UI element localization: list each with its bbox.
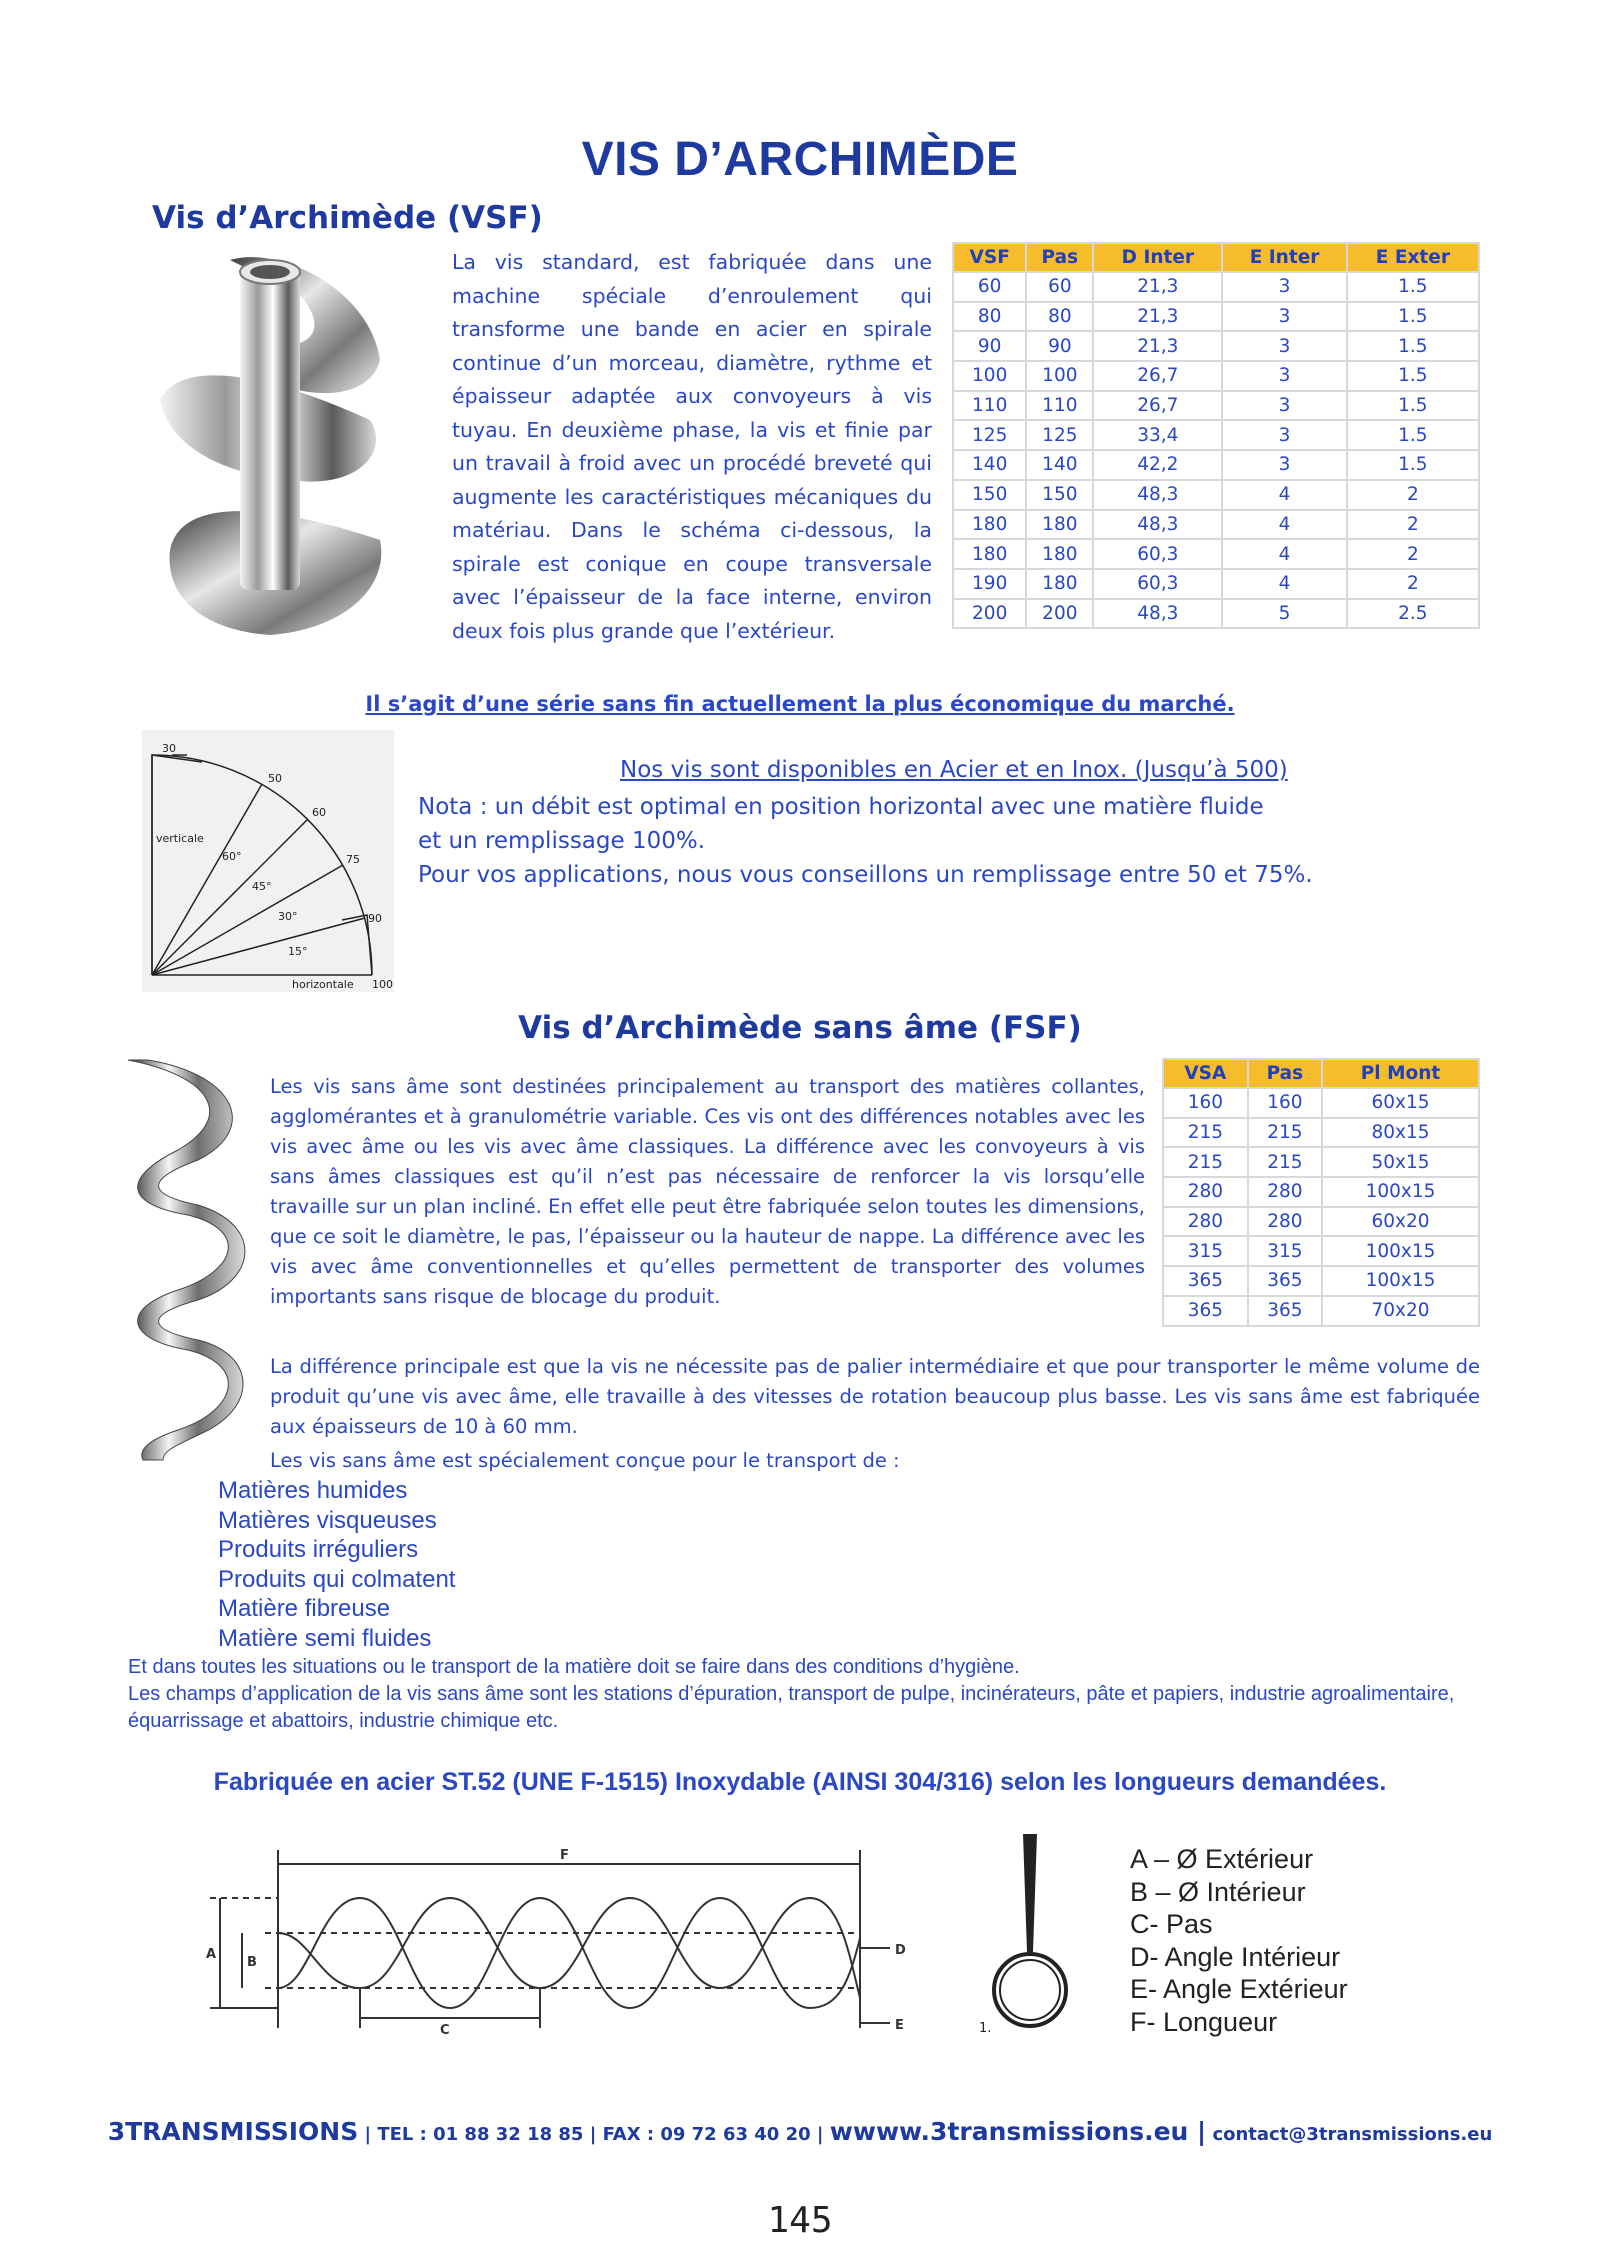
list-item: Produits irréguliers (218, 1536, 419, 1564)
table-cell: 60x15 (1322, 1088, 1479, 1118)
table-row (953, 480, 1479, 510)
table-cell: 21,3 (1093, 302, 1222, 332)
availability-text: Nos vis sont disponibles en Acier et en Inox. (Jusqu’à 500) (620, 757, 1288, 783)
table-cell: 280 (1163, 1207, 1248, 1237)
column-header: E Inter (1222, 243, 1346, 272)
table-cell: 1.5 (1347, 331, 1479, 361)
column-header: Pas (1248, 1059, 1322, 1088)
table-row (953, 539, 1479, 569)
table-row (1163, 1236, 1479, 1266)
table-cell: 21,3 (1093, 272, 1222, 302)
table-cell: 80 (1026, 302, 1093, 332)
table-cell: 26,7 (1093, 391, 1222, 421)
table-cell: 100 (953, 361, 1026, 391)
angle-label: 15° (288, 945, 308, 958)
table-cell: 4 (1222, 539, 1346, 569)
nota-line: Nota : un débit est optimal en position horizontal avec une matière fluide (418, 794, 1264, 820)
table-cell: 5 (1222, 599, 1346, 629)
fill-angle-diagram (142, 730, 394, 992)
legend-item: D- Angle Intérieur (1130, 1941, 1341, 1972)
legend-item: B – Ø Intérieur (1130, 1876, 1306, 1907)
angle-label: 45° (252, 880, 272, 893)
table-cell: 200 (953, 599, 1026, 629)
footer-website[interactable]: wwww.3transmissions.eu | (829, 2117, 1207, 2146)
cross-section-drawing (975, 1832, 1085, 2042)
angle-label: 30° (278, 910, 298, 923)
scale-label: 50 (268, 772, 282, 785)
fsf-table (1162, 1058, 1480, 1327)
table-row (953, 569, 1479, 599)
column-header: E Exter (1347, 243, 1479, 272)
table-cell: 280 (1163, 1177, 1248, 1207)
list-item: Matières visqueuses (218, 1506, 437, 1534)
table-cell: 48,3 (1093, 480, 1222, 510)
table-cell: 125 (1026, 420, 1093, 450)
table-cell: 90 (953, 331, 1026, 361)
list-item: Matières humides (218, 1477, 408, 1504)
fsf-list-intro: Les vis sans âme est spécialement conçue pour le transport de : (270, 1449, 900, 1472)
table-cell: 280 (1248, 1177, 1322, 1207)
table-cell: 50x15 (1322, 1147, 1479, 1177)
table-cell: 3 (1222, 302, 1346, 332)
table-cell: 140 (953, 450, 1026, 480)
column-header: Pl Mont (1322, 1059, 1479, 1088)
list-item: Produits qui colmatent (218, 1565, 456, 1593)
applications-text: Les champs d’application de la vis sans âme sont les stations d’épuration, transport de pulpe, incinérateurs, pâte et papiers, industrie agroalimentaire, équarrissage et abattoirs, industrie chimique etc. (128, 1683, 1455, 1732)
legend-item: F- Longueur (1130, 2006, 1278, 2037)
scale-label: 100 (372, 978, 393, 991)
table-cell: 1.5 (1347, 361, 1479, 391)
nota-block (418, 790, 1578, 892)
fsf-heading: Vis d’Archimède sans âme (FSF) (518, 1010, 1082, 1046)
table-cell: 365 (1163, 1266, 1248, 1296)
table-cell: 215 (1163, 1147, 1248, 1177)
table-cell: 215 (1248, 1147, 1322, 1177)
company-name: 3TRANSMISSIONS (107, 2117, 359, 2146)
table-row (953, 420, 1479, 450)
dim-label-a: A (206, 1947, 217, 1962)
fsf-spiral-image (118, 1055, 248, 1465)
table-cell: 60,3 (1093, 569, 1222, 599)
scale-label: 75 (346, 853, 360, 866)
table-cell: 80x15 (1322, 1118, 1479, 1148)
table-cell: 2 (1347, 539, 1479, 569)
column-header: VSF (953, 243, 1026, 272)
table-cell: 60x20 (1322, 1207, 1479, 1237)
table-cell: 80 (953, 302, 1026, 332)
table-cell: 2 (1347, 510, 1479, 540)
column-header: VSA (1163, 1059, 1248, 1088)
table-cell: 4 (1222, 510, 1346, 540)
table-row (1163, 1088, 1479, 1118)
table-row (1163, 1207, 1479, 1237)
table-cell: 21,3 (1093, 331, 1222, 361)
table-cell: 1.5 (1347, 391, 1479, 421)
hygiene-text: Et dans toutes les situations ou le transport de la matière doit se faire dans des conditions d’hygiène. (128, 1656, 1020, 1678)
table-cell: 100x15 (1322, 1266, 1479, 1296)
footer-tel: | TEL : 01 88 32 18 85 | (364, 2124, 597, 2145)
table-row (1163, 1266, 1479, 1296)
table-row (1163, 1118, 1479, 1148)
vsf-description: La vis standard, est fabriquée dans une machine spéciale d’enroulement qui transforme une bande en acier en spirale continue d’un morceau, diamètre, rythme et épaisseur adaptée aux convoyeurs à vis tuyau. En deuxième phase, la vis et finie par un travail à froid avec un procédé breveté qui augmente les caractéristiques mécaniques du matériau. Dans le schéma ci-dessous, la spirale est conique en coupe transversale avec l’épaisseur de la face interne, environ deux fois plus grande que l’extérieur. (452, 250, 932, 643)
table-cell: 3 (1222, 391, 1346, 421)
table-cell: 90 (1026, 331, 1093, 361)
table-cell: 48,3 (1093, 599, 1222, 629)
footer-contact (0, 2117, 1600, 2146)
horizontal-label: horizontale (292, 978, 354, 991)
table-cell: 200 (1026, 599, 1093, 629)
table-row (1163, 1177, 1479, 1207)
table-cell: 125 (953, 420, 1026, 450)
scale-label: 30 (162, 742, 176, 755)
table-cell: 1.5 (1347, 302, 1479, 332)
table-cell: 315 (1163, 1236, 1248, 1266)
nota-line: et un remplissage 100%. (418, 828, 706, 854)
table-cell: 1.5 (1347, 420, 1479, 450)
footer-email[interactable]: contact@3transmissions.eu (1212, 2124, 1493, 2145)
dimension-legend (1130, 1843, 1348, 2038)
table-cell: 315 (1248, 1236, 1322, 1266)
table-cell: 3 (1222, 361, 1346, 391)
angle-label: 60° (222, 850, 242, 863)
table-row (953, 450, 1479, 480)
nota-line: Pour vos applications, nous vous conseillons un remplissage entre 50 et 75%. (418, 862, 1313, 888)
table-cell: 1.5 (1347, 272, 1479, 302)
material-statement: Fabriquée en acier ST.52 (UNE F-1515) Inoxydable (AINSI 304/316) selon les longueurs demandées. (213, 1768, 1387, 1796)
table-cell: 365 (1248, 1266, 1322, 1296)
vsf-screw-image (140, 250, 400, 645)
fsf-description: Les vis sans âme sont destinées principalement au transport des matières collantes, agglomérantes et à granulométrie variable. Ces vis ont des différences notables avec les vis avec âme ou les vis avec âme classiques. La différence avec les convoyeurs à vis sans âmes classiques est qu’il n’est pas nécessaire de renforcer la vis lorsqu’elle travaille sur un plan incliné. En effet elle peut être fabriquée selon toutes les dimensions, que ce soit le diamètre, le pas, l’épaisseur ou la hauteur de nappe. La différence avec les vis avec âme conventionnelles et qu’elles permettent de transporter des volumes importants sans risque de blocage du produit. (270, 1075, 1145, 1308)
table-cell: 180 (1026, 510, 1093, 540)
dim-label-e: E (895, 2018, 904, 2033)
dim-label-d: D (895, 1943, 906, 1958)
table-cell: 2.5 (1347, 599, 1479, 629)
dim-label-c: C (440, 2023, 450, 2038)
scale-label: 90 (368, 912, 382, 925)
vsf-heading: Vis d’Archimède (VSF) (152, 200, 543, 236)
table-cell: 3 (1222, 331, 1346, 361)
table-cell: 190 (953, 569, 1026, 599)
table-cell: 42,2 (1093, 450, 1222, 480)
dim-label-b: B (247, 1955, 257, 1970)
table-cell: 60,3 (1093, 539, 1222, 569)
page-number: 145 (767, 2200, 833, 2241)
table-cell: 70x20 (1322, 1296, 1479, 1326)
list-item: Matière fibreuse (218, 1595, 391, 1623)
table-row (953, 302, 1479, 332)
table-cell: 100x15 (1322, 1236, 1479, 1266)
footer-fax: FAX : 09 72 63 40 20 | (602, 2124, 824, 2145)
table-cell: 180 (1026, 539, 1093, 569)
table-cell: 180 (1026, 569, 1093, 599)
table-row (1163, 1296, 1479, 1326)
legend-item: C- Pas (1130, 1909, 1213, 1939)
table-cell: 180 (953, 539, 1026, 569)
table-row (953, 510, 1479, 540)
table-cell: 3 (1222, 450, 1346, 480)
column-header: D Inter (1093, 243, 1222, 272)
table-cell: 48,3 (1093, 510, 1222, 540)
series-statement: Il s’agit d’une série sans fin actuellement la plus économique du marché. (365, 692, 1235, 716)
table-cell: 1.5 (1347, 450, 1479, 480)
table-cell: 2 (1347, 569, 1479, 599)
table-cell: 60 (1026, 272, 1093, 302)
column-header: Pas (1026, 243, 1093, 272)
vertical-label: verticale (156, 832, 204, 845)
table-cell: 150 (1026, 480, 1093, 510)
table-cell: 215 (1248, 1118, 1322, 1148)
dim-label-f: F (560, 1848, 569, 1863)
table-cell: 160 (1163, 1088, 1248, 1118)
page-title: VIS D’ARCHIMÈDE (581, 133, 1019, 186)
vsf-table (952, 242, 1480, 629)
table-cell: 280 (1248, 1207, 1322, 1237)
fsf-description-2: La différence principale est que la vis ne nécessite pas de palier intermédiaire et que pour transporter le même volume de produit qu’une vis avec âme, elle travaille à des vitesses de rotation beaucoup plus basse. Les vis sans âme est fabriquée aux épaisseurs de 10 à 60 mm. (270, 1355, 1480, 1438)
table-cell: 3 (1222, 272, 1346, 302)
table-row (1163, 1147, 1479, 1177)
table-cell: 26,7 (1093, 361, 1222, 391)
section-label: 1. (979, 2021, 992, 2036)
table-cell: 4 (1222, 480, 1346, 510)
table-cell: 100x15 (1322, 1177, 1479, 1207)
table-row (953, 331, 1479, 361)
table-cell: 2 (1347, 480, 1479, 510)
table-row (953, 272, 1479, 302)
legend-item: E- Angle Extérieur (1130, 1974, 1348, 2004)
table-cell: 150 (953, 480, 1026, 510)
table-cell: 100 (1026, 361, 1093, 391)
table-cell: 60 (953, 272, 1026, 302)
scale-label: 60 (312, 806, 326, 819)
table-cell: 180 (953, 510, 1026, 540)
screw-dimension-drawing (200, 1838, 940, 2048)
table-cell: 140 (1026, 450, 1093, 480)
table-cell: 365 (1163, 1296, 1248, 1326)
table-row (953, 391, 1479, 421)
table-cell: 215 (1163, 1118, 1248, 1148)
table-cell: 33,4 (1093, 420, 1222, 450)
fsf-material-list (218, 1476, 455, 1654)
table-cell: 4 (1222, 569, 1346, 599)
table-cell: 3 (1222, 420, 1346, 450)
table-row (953, 599, 1479, 629)
table-cell: 110 (953, 391, 1026, 421)
table-cell: 160 (1248, 1088, 1322, 1118)
list-item: Matière semi fluides (218, 1624, 432, 1652)
table-cell: 365 (1248, 1296, 1322, 1326)
table-cell: 110 (1026, 391, 1093, 421)
legend-item: A – Ø Extérieur (1130, 1844, 1314, 1874)
table-row (953, 361, 1479, 391)
